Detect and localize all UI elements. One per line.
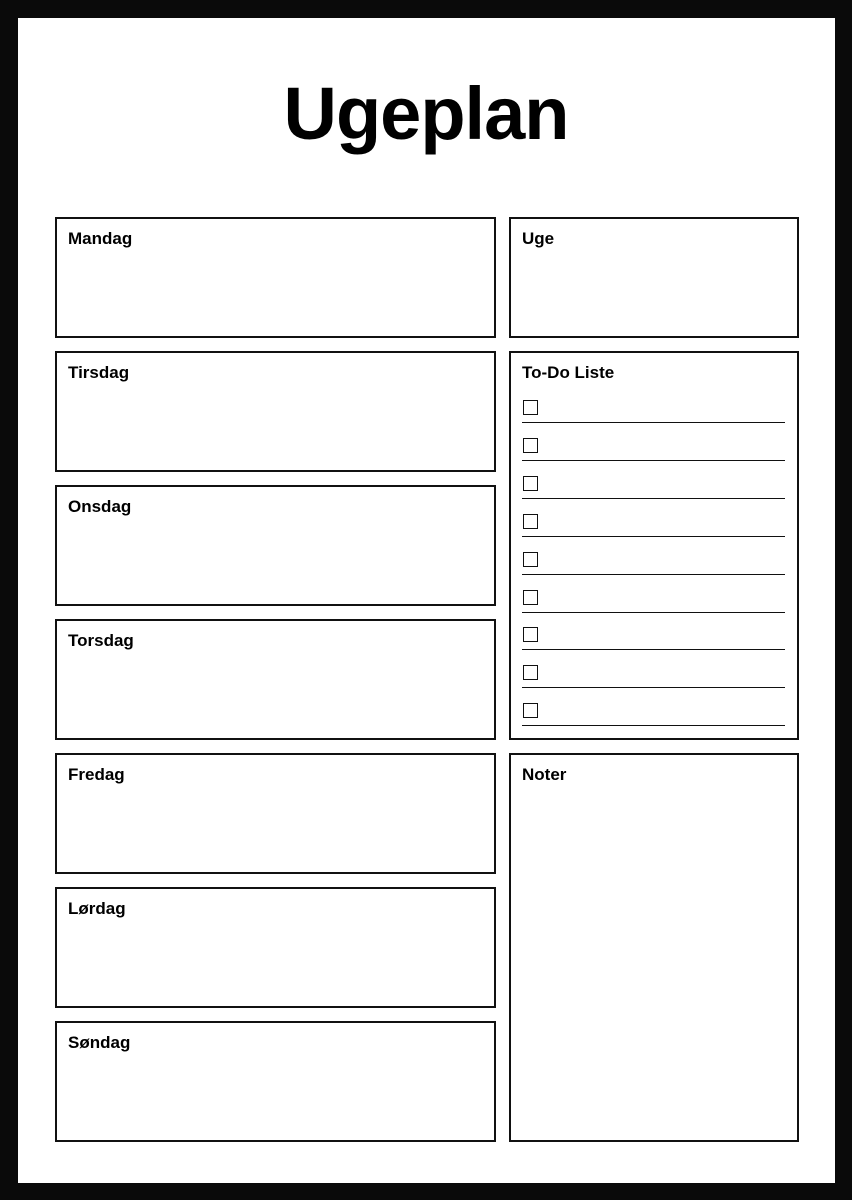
day-label: Onsdag <box>68 497 132 516</box>
todo-writing-line[interactable] <box>522 460 785 461</box>
todo-item <box>522 476 786 506</box>
day-box-saturday[interactable] <box>55 887 496 1008</box>
day-box-sunday[interactable] <box>55 1021 496 1142</box>
todo-checkbox[interactable] <box>523 476 538 491</box>
todo-writing-line[interactable] <box>522 612 785 613</box>
todo-checkbox[interactable] <box>523 552 538 567</box>
todo-writing-line[interactable] <box>522 649 785 650</box>
day-label: Tirsdag <box>68 363 130 382</box>
todo-label: To-Do Liste <box>522 363 615 382</box>
todo-checkbox[interactable] <box>523 627 538 642</box>
notes-box[interactable] <box>509 753 799 1142</box>
notes-label: Noter <box>522 765 567 784</box>
day-label: Fredag <box>68 765 125 784</box>
todo-writing-line[interactable] <box>522 725 785 726</box>
day-box-thursday[interactable] <box>55 619 496 740</box>
week-label: Uge <box>522 229 555 248</box>
todo-checkbox[interactable] <box>523 590 538 605</box>
todo-item <box>522 703 786 733</box>
day-label: Søndag <box>68 1033 131 1052</box>
day-box-tuesday[interactable] <box>55 351 496 472</box>
day-box-wednesday[interactable] <box>55 485 496 606</box>
day-box-friday[interactable] <box>55 753 496 874</box>
todo-checkbox[interactable] <box>523 438 538 453</box>
todo-checkbox[interactable] <box>523 703 538 718</box>
page-title: Ugeplan <box>283 72 569 155</box>
todo-writing-line[interactable] <box>522 687 785 688</box>
todo-item <box>522 665 786 695</box>
day-box-monday[interactable] <box>55 217 496 338</box>
todo-checkbox[interactable] <box>523 514 538 529</box>
day-label: Mandag <box>68 229 133 248</box>
todo-writing-line[interactable] <box>522 536 785 537</box>
week-box[interactable] <box>509 217 799 338</box>
todo-item <box>522 400 786 430</box>
todo-item <box>522 514 786 544</box>
day-label: Lørdag <box>68 899 126 918</box>
todo-list-box <box>509 351 799 740</box>
todo-item <box>522 627 786 657</box>
todo-writing-line[interactable] <box>522 574 785 575</box>
todo-writing-line[interactable] <box>522 498 785 499</box>
todo-item <box>522 552 786 582</box>
todo-item <box>522 438 786 468</box>
day-label: Torsdag <box>68 631 134 650</box>
todo-item <box>522 590 786 620</box>
todo-checkbox[interactable] <box>523 665 538 680</box>
todo-checkbox[interactable] <box>523 400 538 415</box>
todo-writing-line[interactable] <box>522 422 785 423</box>
